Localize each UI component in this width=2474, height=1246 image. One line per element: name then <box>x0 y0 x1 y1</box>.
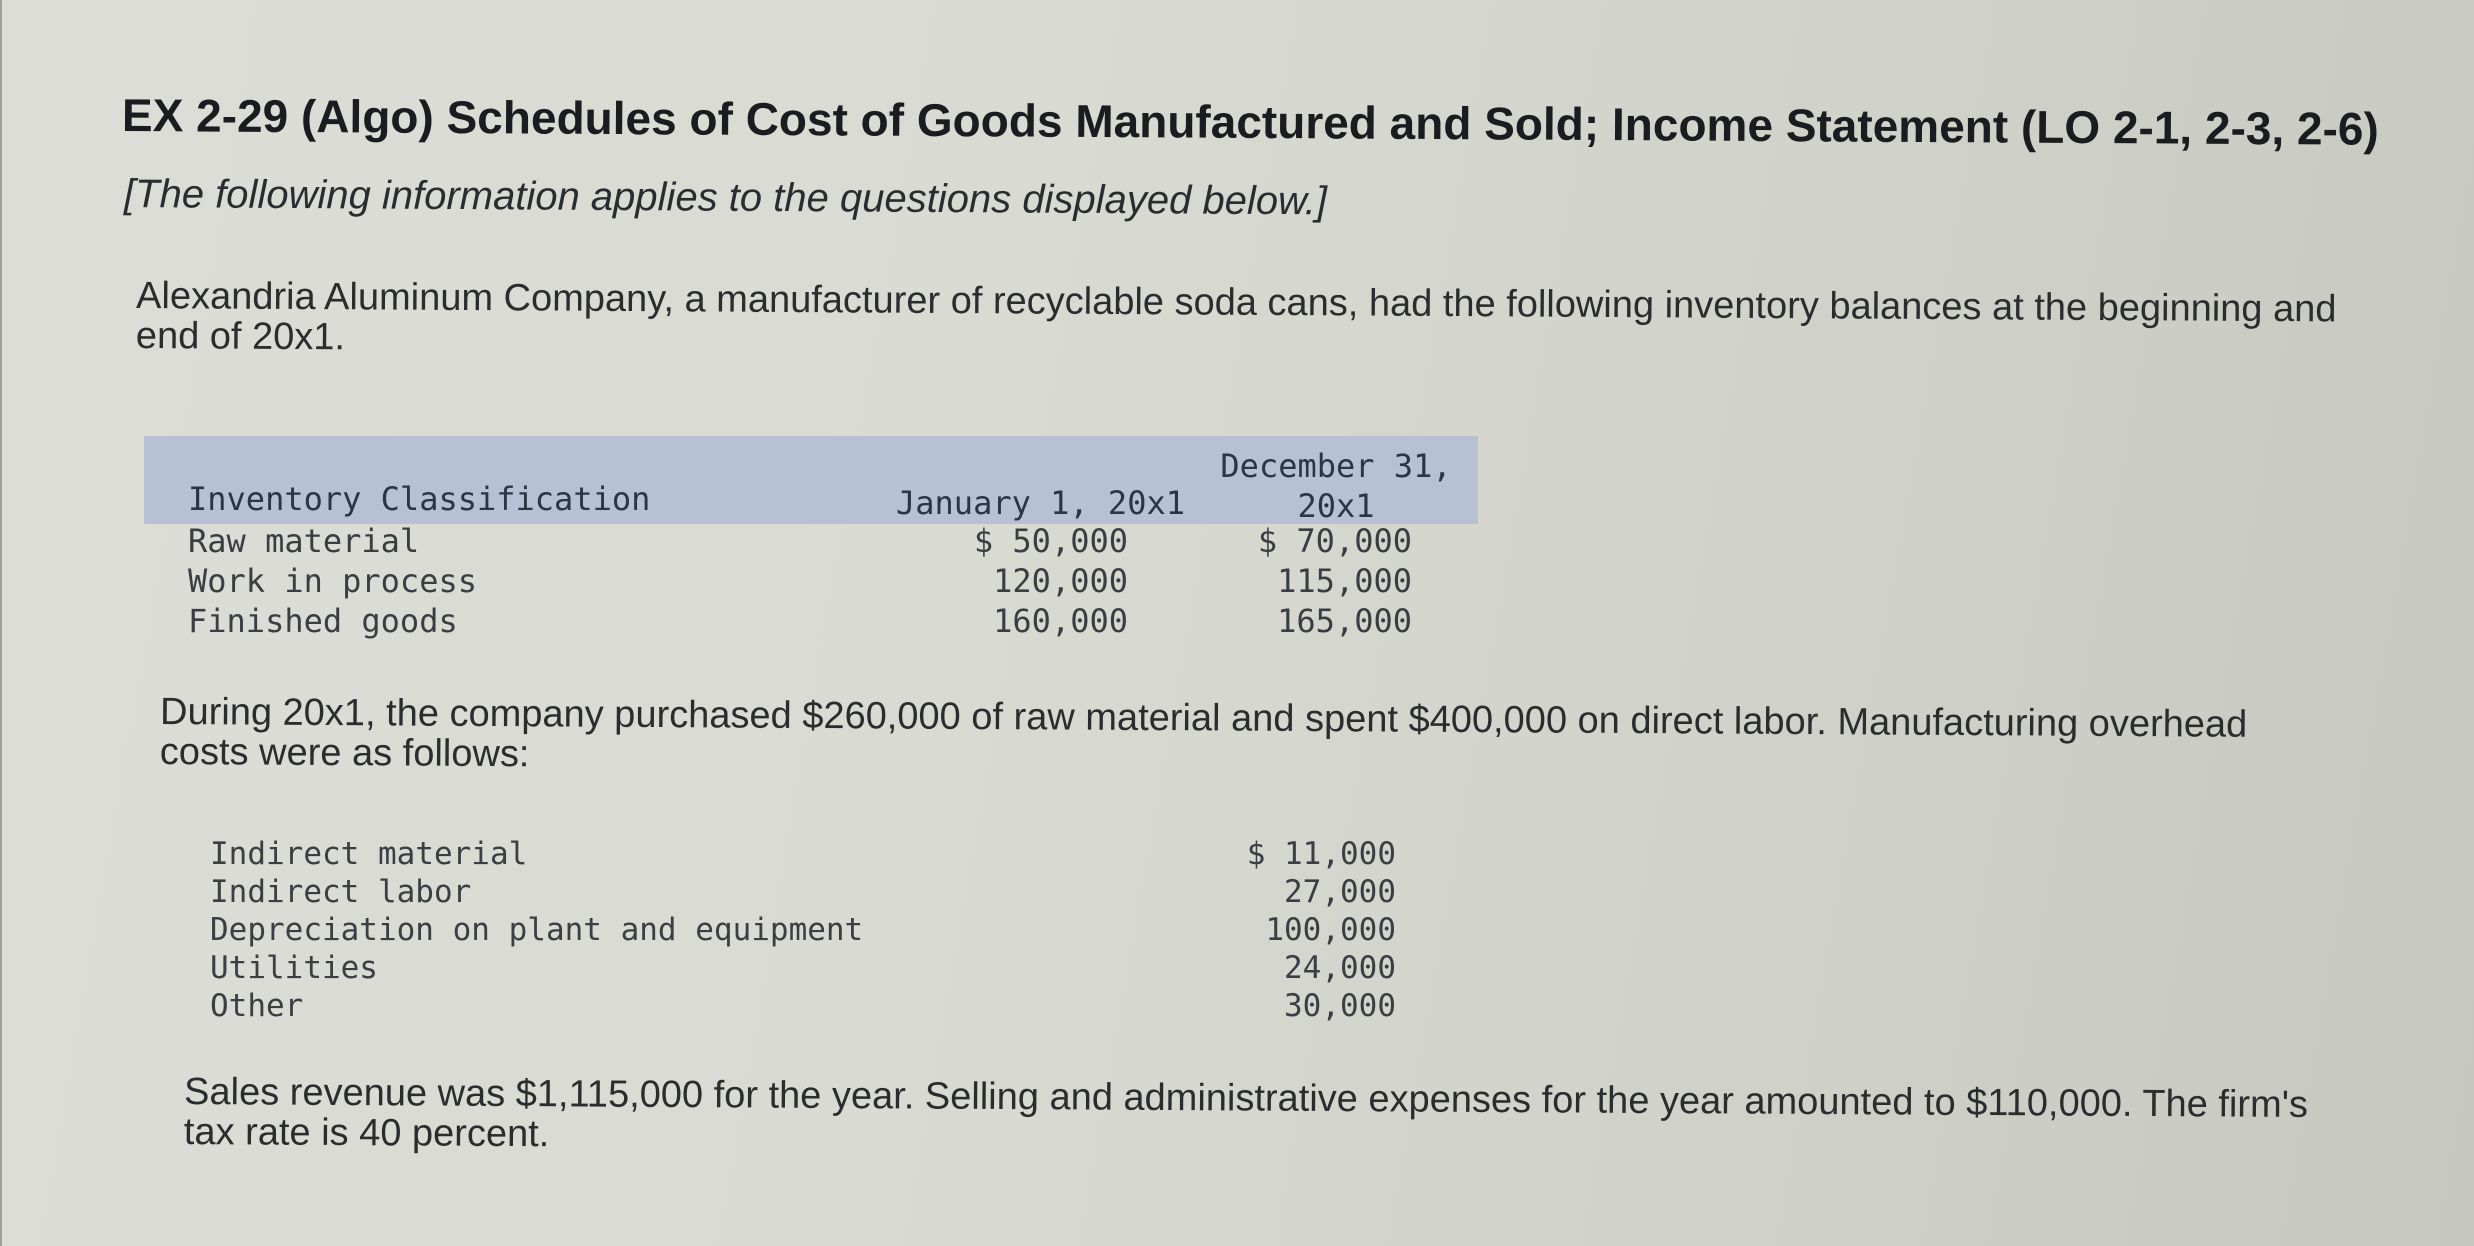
row-december-value: 165,000 <box>1277 602 1412 640</box>
row-label: Work in process <box>188 562 477 600</box>
overhead-amount: 27,000 <box>1284 874 1396 910</box>
header-january: January 1, 20x1 <box>896 484 1185 522</box>
overhead-label: Utilities <box>210 950 378 986</box>
overhead-amount: 100,000 <box>1265 912 1396 948</box>
table-row <box>210 988 1410 1028</box>
row-label: Raw material <box>188 522 420 560</box>
row-december-value: 115,000 <box>1277 562 1412 600</box>
header-december-line2: 20x1 <box>1297 487 1375 525</box>
header-december <box>1216 446 1456 526</box>
overhead-label: Indirect labor <box>210 874 472 910</box>
row-january-value: 120,000 <box>993 562 1128 600</box>
header-inventory-classification: Inventory Classification <box>188 480 651 518</box>
row-label: Finished goods <box>188 602 458 640</box>
page-edge <box>0 0 2 1246</box>
table-row <box>188 562 1448 602</box>
table-row <box>210 950 1410 990</box>
table-row <box>210 874 1410 914</box>
table-row <box>210 836 1410 876</box>
overhead-label: Depreciation on plant and equipment <box>210 912 864 948</box>
intro-paragraph: Alexandria Aluminum Company, a manufacturer of recyclable soda cans, had the following inventory balances at the beginning and end of 20x1. <box>135 275 2337 359</box>
row-december-value: $ 70,000 <box>1257 522 1412 560</box>
sales-paragraph: Sales revenue was $1,115,000 for the year. Selling and administrative expenses for the year amounted to $110,000. The firm's tax rate is 40 percent. <box>183 1071 2309 1156</box>
inventory-table-header <box>144 436 1478 524</box>
overhead-amount: 30,000 <box>1284 988 1396 1024</box>
table-row <box>188 602 1448 642</box>
overhead-label: Other <box>210 988 304 1024</box>
context-note: [The following information applies to the questions displayed below.] <box>123 172 1328 224</box>
purchases-paragraph: During 20x1, the company purchased $260,000 of raw material and spent $400,000 on direct labor. Manufacturing overhead costs were as follows: <box>159 691 2248 776</box>
header-december-line1: December 31, <box>1220 447 1452 485</box>
overhead-label: Indirect material <box>210 836 528 872</box>
overhead-amount: 24,000 <box>1284 950 1396 986</box>
overhead-amount: $ 11,000 <box>1246 836 1396 872</box>
table-row <box>188 522 1448 562</box>
exercise-title: EX 2-29 (Algo) Schedules of Cost of Goods Manufactured and Sold; Income Statement (LO 2-1, 2-3, 2-6) <box>121 89 2379 155</box>
table-row <box>210 912 1410 952</box>
row-january-value: $ 50,000 <box>973 522 1128 560</box>
row-january-value: 160,000 <box>993 602 1128 640</box>
